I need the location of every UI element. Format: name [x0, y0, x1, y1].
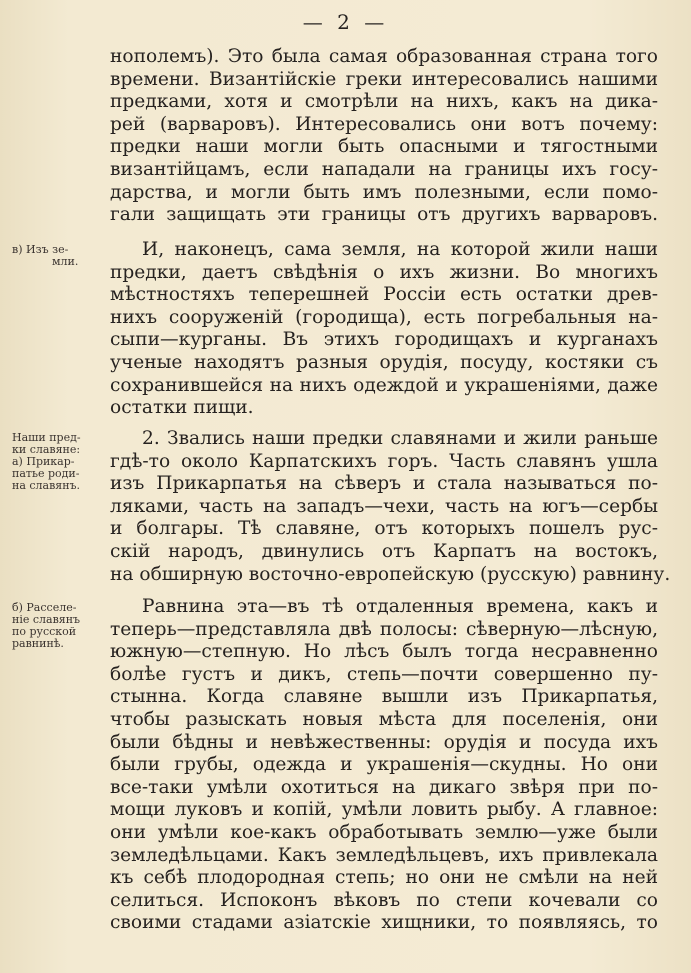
text-line: остатки пищи.: [110, 397, 254, 419]
text-line: изъ Прикарпатья на сѣверъ и стала называться по-: [110, 473, 658, 495]
text-line: селиться. Испоконъ вѣковъ по степи кочевали со: [110, 889, 658, 911]
text-line: ляками, часть на западъ—чехи, часть на югъ—сербы: [110, 495, 658, 517]
text-line: нихъ сооруженій (городища), есть погребальныя на-: [110, 306, 658, 328]
text-line: гали защищать эти границы отъ другихъ варваровъ.: [110, 204, 658, 226]
margin-note-line: на славянъ.: [12, 479, 81, 492]
paragraph-text: [110, 428, 671, 586]
text-line: мѣстностяхъ теперешней Россіи есть остатки древ-: [110, 284, 658, 306]
margin-note-line: а) Прикар-: [12, 455, 75, 468]
text-line: на обширную восточно-европейскую (русскую) равнину.: [110, 563, 671, 585]
text-line: ученые находятъ разныя орудія, посуду, костяки съ: [110, 351, 658, 373]
text-line: стынна. Когда славяне вышли изъ Прикарпатья,: [110, 686, 658, 708]
margin-note-line: по русской: [12, 625, 77, 638]
text-line: нополемъ). Это была самая образованная страна того: [110, 46, 658, 67]
margin-note: [12, 602, 112, 650]
text-line: къ себѣ плодородная степь; но они не смѣли на ней: [110, 867, 658, 889]
margin-note: [12, 244, 112, 268]
margin-note-line: ки славяне:: [12, 443, 81, 456]
text-line: земледѣльцами. Какъ земледѣльцевъ, ихъ привлекала: [110, 844, 658, 866]
text-line: И, наконецъ, сама земля, на которой жили наши: [142, 239, 658, 260]
margin-note-line: ніе славянъ: [12, 613, 81, 626]
paragraph-text: [110, 239, 658, 420]
text-line: болѣе густъ и дикъ, степь—почти совершенно пу-: [110, 663, 658, 685]
margin-note-line: б) Расселе-: [12, 601, 77, 614]
page-number: — 2 —: [302, 10, 389, 34]
text-line: южную—степную. Но лѣсъ былъ тогда несравненно: [110, 641, 658, 663]
text-line: сыпи—курганы. Въ этихъ городищахъ и курганахъ: [110, 329, 658, 351]
text-line: они умѣли кое-какъ обработывать землю—уже были: [110, 821, 658, 843]
text-line: были бѣдны и невѣжественны: орудія и посуда ихъ: [110, 731, 658, 753]
text-line: Равнина эта—въ тѣ отдаленныя времена, какъ и: [142, 596, 658, 617]
text-line: теперь—представляла двѣ полосы: сѣверную—лѣсную,: [110, 618, 658, 640]
paragraph-text: [110, 46, 658, 227]
margin-note-line: мли.: [52, 255, 79, 268]
paragraph-text: [110, 596, 658, 935]
text-line: гдѣ-то около Карпатскихъ горъ. Часть славянъ ушла: [110, 450, 658, 472]
text-line: скій народъ, двинулись отъ Карпатъ на востокъ,: [110, 540, 658, 562]
margin-note-line: равнинѣ.: [12, 637, 64, 650]
text-line: были грубы, одежда и украшенія—скудны. Но они: [110, 754, 658, 776]
text-line: дарства, и могли быть имъ полезными, если помо-: [110, 181, 658, 203]
text-line: византійцамъ, если нападали на границы ихъ госу-: [110, 158, 658, 180]
margin-note: [12, 432, 112, 492]
text-line: сохранившейся на нихъ одеждой и украшеніями, даже: [110, 374, 658, 396]
text-line: предки, даетъ свѣдѣнія о ихъ жизни. Во многихъ: [110, 261, 658, 283]
margin-note-line: в) Изъ зе-: [12, 243, 69, 256]
margin-note-line: патье роди-: [12, 467, 80, 480]
text-line: предки наши могли быть опасными и тягостными: [110, 136, 658, 158]
text-line: своими стадами азіатскіе хищники, то появляясь, то: [110, 912, 658, 934]
text-line: времени. Византійскіе греки интересовались нашими: [110, 68, 658, 90]
text-line: чтобы разыскать новыя мѣста для поселенія, они: [110, 708, 658, 730]
margin-note-line: Наши пред-: [12, 431, 81, 444]
text-line: мощи луковъ и копій, умѣли ловить рыбу. А главное:: [110, 799, 658, 821]
text-line: 2. Звались наши предки славянами и жили раньше: [142, 428, 658, 449]
text-line: все-таки умѣли охотиться на дикаго звѣря при по-: [110, 776, 658, 798]
text-line: и болгары. Тѣ славяне, отъ которыхъ пошелъ рус-: [110, 518, 658, 540]
text-line: рей (варваровъ). Интересовались они вотъ почему:: [110, 113, 658, 135]
text-line: предками, хотя и смотрѣли на нихъ, какъ на дика-: [110, 91, 658, 113]
